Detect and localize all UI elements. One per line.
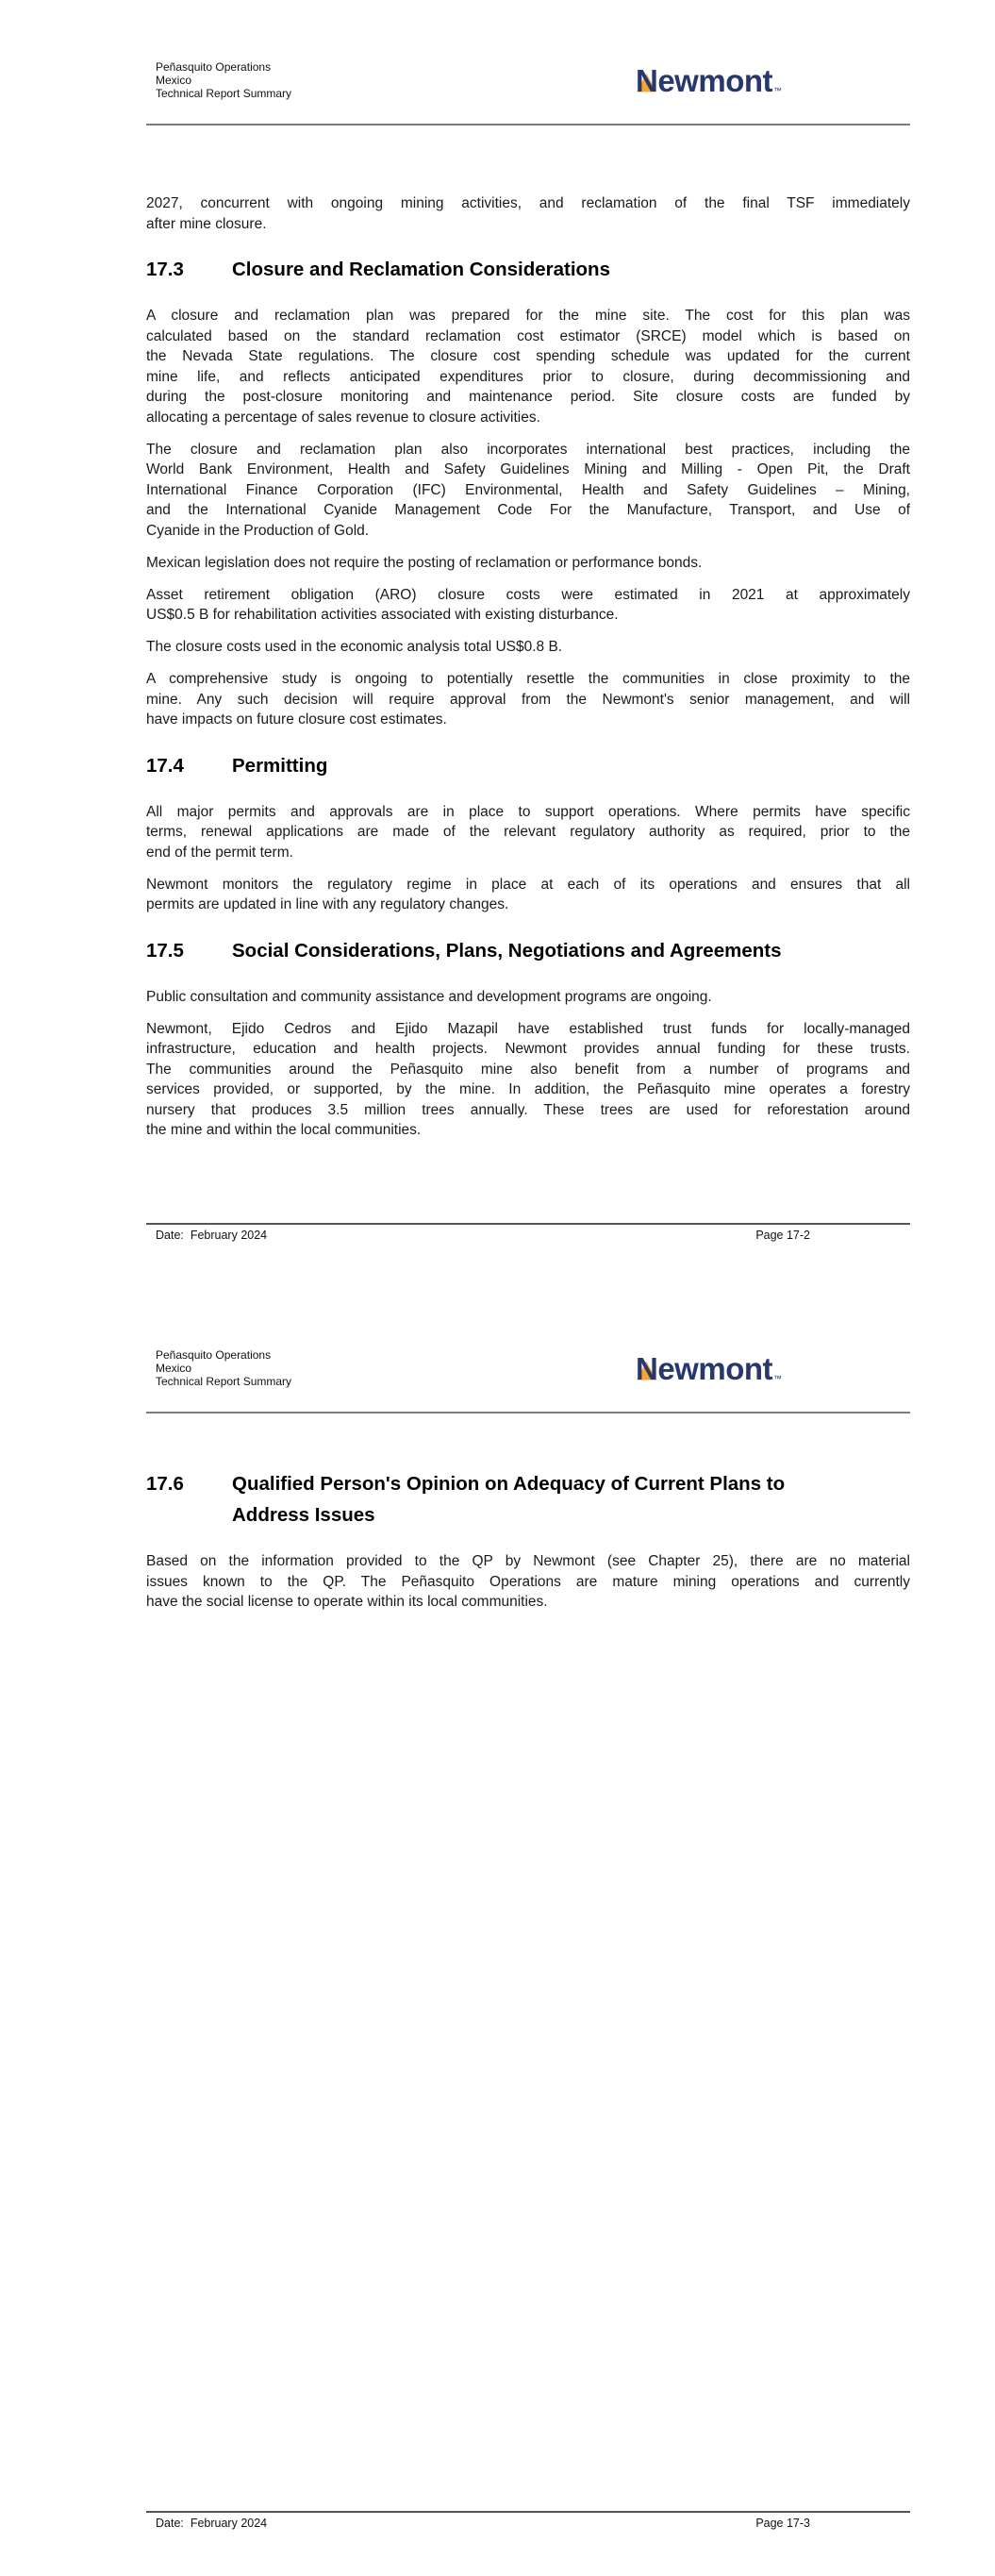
header-divider — [146, 124, 910, 125]
paragraph: The closure costs used in the economic analysis total US$0.8 B. — [146, 639, 563, 655]
page-footer — [146, 2511, 910, 2531]
paragraph: Based on the information provided to the QP by Newmont (see Chapter 25), there are no material issues known to the QP. The Peñasquito Operations are mature mining operations and currently have the social license to operate within its local communities. — [146, 1553, 910, 1610]
section-heading-17-5 — [146, 935, 910, 966]
paragraph: The closure and reclamation plan also incorporates international best practices, including the World Bank Environment, Health and Safety Guidelines Mining and Milling - Open Pit, the Draft International Finance Corporation (IFC) Environmental, Health and Safety Guidelines – Mining, and the International Cyanide Management Code For the Manufacture, Transport, and Use of Cyanide in the Production of Gold. — [146, 441, 910, 539]
footer-page-number: Page 17-3 — [755, 2517, 810, 2530]
header-report-type: Technical Report Summary — [156, 1375, 292, 1388]
footer-date: Date: February 2024 — [156, 2517, 268, 2530]
paragraph: Newmont, Ejido Cedros and Ejido Mazapil have established trust funds for locally-managed infrastructure, education and health projects. Newmont provides annual funding for these trusts. The communities around the Peñasquito mine also benefit from a number of programs and services provided, or supported, by the mine. In addition, the Peñasquito mine operates a forestry nursery that produces 3.5 million trees annually. These trees are used for reforestation around the mine and within the local communities. — [146, 1020, 910, 1138]
section-heading-17-4 — [146, 750, 910, 781]
paragraph: Newmont monitors the regulatory regime in place at each of its operations and ensures that all permits are updated in line with any regulatory changes. — [146, 876, 910, 912]
page-footer — [146, 1223, 910, 1243]
footer-date: Date: February 2024 — [156, 1229, 268, 1242]
section-title: Social Considerations, Plans, Negotiations and Agreements — [232, 939, 782, 962]
paragraph: Mexican legislation does not require the posting of reclamation or performance bonds. — [146, 554, 703, 571]
newmont-logo-wordmark: Newmont — [636, 1352, 772, 1384]
page-body — [146, 1468, 910, 1613]
header-info-block — [146, 60, 291, 100]
section-number: 17.5 — [146, 939, 184, 962]
trademark-symbol: ™ — [773, 86, 782, 95]
section-title: Permitting — [232, 754, 328, 777]
paragraph-intro: 2027, concurrent with ongoing mining activities, and reclamation of the final TSF immediately after mine closure. — [146, 195, 910, 232]
header-info-block — [146, 1348, 291, 1388]
page-body — [146, 193, 910, 1141]
trademark-symbol: ™ — [773, 1374, 782, 1383]
paragraph: All major permits and approvals are in place to support operations. Where permits have specific terms, renewal applications are made of the relevant regulatory authority as required, prior to the end of the permit term. — [146, 803, 910, 861]
paragraph: A comprehensive study is ongoing to potentially resettle the communities in close proximity to the mine. Any such decision will require approval from the Newmont's senior management, and will have impacts on future closure cost estimates. — [146, 671, 910, 728]
header-report-type: Technical Report Summary — [156, 87, 292, 100]
paragraph: A closure and reclamation plan was prepared for the mine site. The cost for this plan was calculated based on the standard reclamation cost estimator (SRCE) model which is based on the Nevada State regulations. The closure cost spending schedule was updated for the current mine life, and reflects anticipated expenditures prior to closure, during decommissioning and during the post-closure monitoring and maintenance period. Site closure costs are funded by allocating a percentage of sales revenue to closure activities. — [146, 308, 910, 426]
section-title: Closure and Reclamation Considerations — [232, 259, 610, 280]
section-title: Qualified Person's Opinion on Adequacy of Current Plans to Address Issues — [232, 1473, 786, 1526]
section-number: 17.6 — [146, 1473, 184, 1495]
header-divider — [146, 1412, 910, 1413]
header-country: Mexico — [156, 74, 192, 87]
paragraph: Public consultation and community assistance and development programs are ongoing. — [146, 988, 712, 1005]
header-country: Mexico — [156, 1362, 192, 1375]
newmont-logo — [635, 1352, 795, 1384]
document-page-2 — [0, 1288, 995, 2576]
header-operation-name: Peñasquito Operations — [156, 60, 272, 74]
section-heading-17-6 — [146, 1468, 910, 1531]
section-heading-17-3 — [146, 254, 910, 285]
newmont-logo — [635, 64, 795, 96]
section-number: 17.4 — [146, 754, 184, 777]
page-header — [146, 0, 910, 100]
footer-page-number: Page 17-2 — [755, 1229, 810, 1242]
paragraph: Asset retirement obligation (ARO) closure costs were estimated in 2021 at approximately US$0.5 B for rehabilitation activities associated with existing disturbance. — [146, 586, 910, 623]
page-header — [146, 1288, 910, 1388]
header-operation-name: Peñasquito Operations — [156, 1348, 272, 1362]
newmont-logo-wordmark: Newmont — [636, 64, 772, 96]
section-number: 17.3 — [146, 259, 184, 280]
